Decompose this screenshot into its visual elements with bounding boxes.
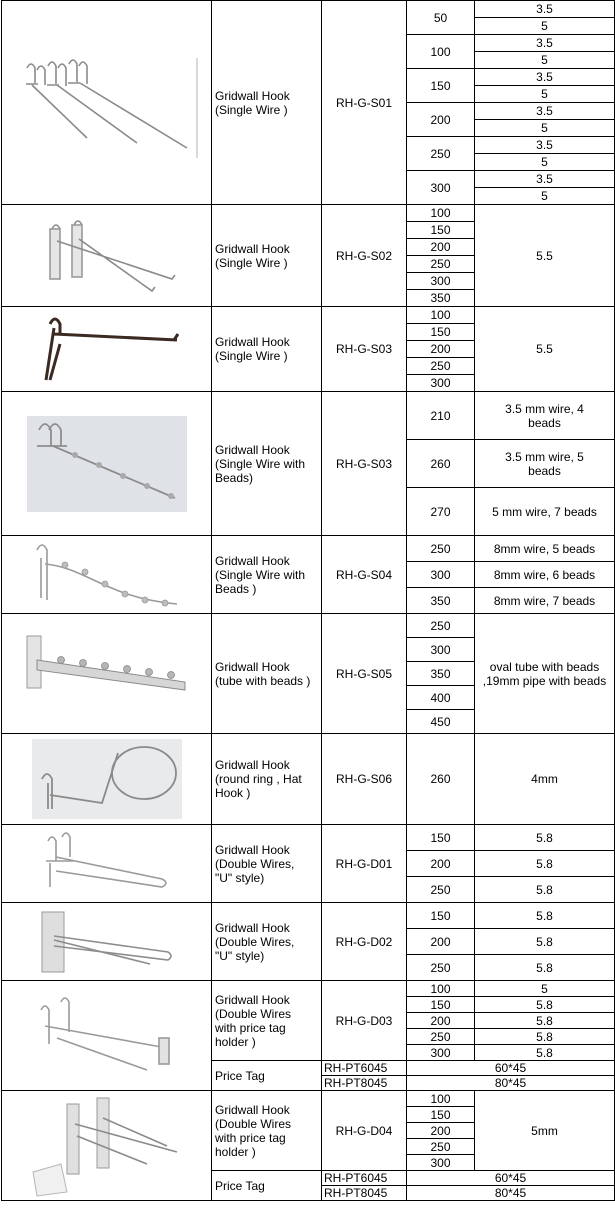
price-tag-code: RH-PT6045	[322, 1061, 407, 1076]
length-cell: 150	[407, 903, 475, 929]
dia-cell: 5	[475, 981, 615, 997]
dia-cell: 5.8	[475, 997, 615, 1013]
length-cell: 150	[407, 222, 475, 239]
length-cell: 250	[407, 877, 475, 903]
dia-cell: 3.5	[475, 171, 615, 188]
length-cell: 300	[407, 1155, 475, 1171]
length-cell: 350	[407, 588, 475, 614]
dia-cell: 8mm wire, 5 beads	[475, 536, 615, 562]
dia-cell: 5.8	[475, 929, 615, 955]
dia-cell: 3.5	[475, 69, 615, 86]
dia-cell: 8mm wire, 6 beads	[475, 562, 615, 588]
length-cell: 300	[407, 638, 475, 662]
length-cell: 150	[407, 825, 475, 851]
length-cell: 400	[407, 686, 475, 710]
length-cell: 100	[407, 981, 475, 997]
length-cell: 250	[407, 955, 475, 981]
code-s05: RH-G-S05	[322, 614, 407, 734]
product-spec-table	[1, 0, 615, 1201]
hook-image-d04	[27, 1094, 187, 1198]
code-d02: RH-G-D02	[322, 903, 407, 981]
length-cell: 260	[407, 734, 475, 825]
hook-image-d02	[32, 906, 182, 978]
code-s06: RH-G-S06	[322, 734, 407, 825]
length-cell: 250	[407, 358, 475, 375]
length-cell: 200	[407, 341, 475, 358]
desc-s04: Gridwall Hook (Single Wire with Beads )	[212, 536, 322, 614]
desc-s03b: Gridwall Hook (Single Wire with Beads)	[212, 392, 322, 536]
dia-cell: 5.8	[475, 1029, 615, 1045]
dia-cell: 5	[475, 154, 615, 171]
length-cell: 150	[407, 1107, 475, 1123]
length-cell: 350	[407, 290, 475, 307]
price-tag-code: RH-PT6045	[322, 1171, 407, 1186]
length-cell: 210	[407, 392, 475, 440]
code-d03: RH-G-D03	[322, 981, 407, 1061]
code-d04: RH-G-D04	[322, 1091, 407, 1171]
length-cell: 300	[407, 273, 475, 290]
dia-cell: 5	[475, 86, 615, 103]
dia-cell: 5	[475, 52, 615, 69]
price-tag-label: Price Tag	[212, 1171, 322, 1201]
dia-cell: 5.8	[475, 877, 615, 903]
code-s04: RH-G-S04	[322, 536, 407, 614]
hook-photo-s05	[2, 614, 212, 734]
length-cell: 100	[407, 205, 475, 222]
price-tag-code: RH-PT8045	[322, 1186, 407, 1201]
dia-cell: 5	[475, 188, 615, 205]
code-s03b: RH-G-S03	[322, 392, 407, 536]
price-tag-size: 80*45	[407, 1186, 615, 1201]
length-cell: 200	[407, 929, 475, 955]
hook-image-s04	[27, 538, 187, 612]
length-cell: 200	[407, 103, 475, 137]
hook-photo-d02	[2, 903, 212, 981]
length-cell: 250	[407, 256, 475, 273]
hook-image-s03a	[32, 310, 182, 388]
dia-cell: 5mm	[475, 1091, 615, 1171]
dia-cell: oval tube with beads ,19mm pipe with beads	[475, 614, 615, 734]
length-cell: 270	[407, 488, 475, 536]
desc-d01: Gridwall Hook (Double Wires, "U" style)	[212, 825, 322, 903]
price-tag-label: Price Tag	[212, 1061, 322, 1091]
hook-photo-s03b	[2, 392, 212, 536]
desc-s03a: Gridwall Hook (Single Wire )	[212, 307, 322, 392]
length-cell: 300	[407, 171, 475, 205]
hook-image-s06	[32, 739, 182, 819]
price-tag-size: 60*45	[407, 1061, 615, 1076]
dia-cell: 4mm	[475, 734, 615, 825]
price-tag-size: 60*45	[407, 1171, 615, 1186]
hook-image-d03	[27, 986, 187, 1086]
desc-s06: Gridwall Hook (round ring , Hat Hook )	[212, 734, 322, 825]
dia-cell: 3.5	[475, 103, 615, 120]
length-cell: 150	[407, 69, 475, 103]
price-tag-size: 80*45	[407, 1076, 615, 1091]
dia-cell: 3.5	[475, 35, 615, 52]
dia-cell: 5.8	[475, 1013, 615, 1029]
length-cell: 200	[407, 1013, 475, 1029]
price-tag-code: RH-PT8045	[322, 1076, 407, 1091]
hook-photo-d01	[2, 825, 212, 903]
length-cell: 100	[407, 35, 475, 69]
dia-cell: 3.5	[475, 137, 615, 154]
length-cell: 250	[407, 1029, 475, 1045]
hook-photo-s02	[2, 205, 212, 307]
dia-cell: 5.8	[475, 903, 615, 929]
length-cell: 50	[407, 1, 475, 35]
desc-d02: Gridwall Hook (Double Wires, "U" style)	[212, 903, 322, 981]
hook-image-d01	[32, 827, 182, 901]
desc-d03: Gridwall Hook (Double Wires with price tag holder )	[212, 981, 322, 1061]
dia-cell: 5	[475, 120, 615, 137]
desc-s05: Gridwall Hook (tube with beads )	[212, 614, 322, 734]
hook-image-s01	[12, 48, 202, 158]
length-cell: 250	[407, 614, 475, 638]
hook-photo-d03	[2, 981, 212, 1091]
dia-cell: 5.8	[475, 851, 615, 877]
hook-photo-s01	[2, 1, 212, 205]
length-cell: 250	[407, 536, 475, 562]
length-cell: 200	[407, 1123, 475, 1139]
hook-photo-s06	[2, 734, 212, 825]
length-cell: 200	[407, 851, 475, 877]
dia-cell: 5.8	[475, 1045, 615, 1061]
dia-cell: 3.5 mm wire, 4 beads	[475, 392, 615, 440]
length-cell: 350	[407, 662, 475, 686]
dia-cell: 3.5 mm wire, 5 beads	[475, 440, 615, 488]
dia-cell: 5 mm wire, 7 beads	[475, 488, 615, 536]
dia-cell: 5.5	[475, 307, 615, 392]
length-cell: 100	[407, 1091, 475, 1107]
code-s03a: RH-G-S03	[322, 307, 407, 392]
desc-d04: Gridwall Hook (Double Wires with price tag holder )	[212, 1091, 322, 1171]
hook-image-s02	[32, 211, 182, 301]
hook-image-s03b	[27, 416, 187, 512]
desc-s02: Gridwall Hook (Single Wire )	[212, 205, 322, 307]
hook-photo-s03a	[2, 307, 212, 392]
length-cell: 450	[407, 710, 475, 734]
dia-cell: 5.8	[475, 825, 615, 851]
hook-photo-s04	[2, 536, 212, 614]
hook-photo-d04	[2, 1091, 212, 1201]
length-cell: 200	[407, 239, 475, 256]
length-cell: 100	[407, 307, 475, 324]
code-d01: RH-G-D01	[322, 825, 407, 903]
code-s01: RH-G-S01	[322, 1, 407, 205]
length-cell: 300	[407, 1045, 475, 1061]
length-cell: 250	[407, 1139, 475, 1155]
code-s02: RH-G-S02	[322, 205, 407, 307]
desc-s01: Gridwall Hook (Single Wire )	[212, 1, 322, 205]
length-cell: 260	[407, 440, 475, 488]
length-cell: 250	[407, 137, 475, 171]
dia-cell: 5	[475, 18, 615, 35]
dia-cell: 8mm wire, 7 beads	[475, 588, 615, 614]
dia-cell: 5.8	[475, 955, 615, 981]
length-cell: 300	[407, 562, 475, 588]
hook-image-s05	[17, 624, 197, 724]
length-cell: 300	[407, 375, 475, 392]
dia-cell: 5.5	[475, 205, 615, 307]
dia-cell: 3.5	[475, 1, 615, 18]
length-cell: 150	[407, 997, 475, 1013]
length-cell: 150	[407, 324, 475, 341]
